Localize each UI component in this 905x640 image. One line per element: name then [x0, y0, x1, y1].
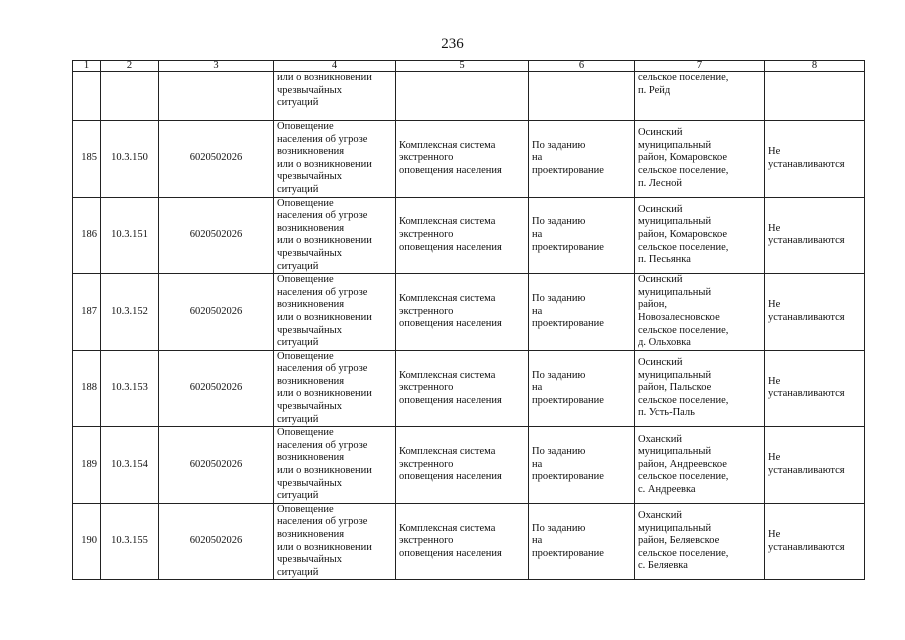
cell-kbk: 6020502026	[159, 121, 274, 198]
table-row	[73, 197, 865, 274]
col-header: 8	[765, 61, 865, 72]
cell-kbk: 6020502026	[159, 274, 274, 351]
table-row	[73, 121, 865, 198]
cell-kbk: 6020502026	[159, 503, 274, 580]
cell-num: 190	[73, 503, 101, 580]
cell-system: Комплексная система экстренного оповещения населения	[396, 121, 529, 198]
cell-kbk: 6020502026	[159, 427, 274, 504]
cell-location: Осинский муниципальный район, Комаровское сельское поселение, п. Лесной	[635, 121, 765, 198]
cell-code: 10.3.152	[101, 274, 159, 351]
cell-basis: По заданию на проектирование	[529, 350, 635, 427]
cell-location: Оханский муниципальный район, Беляевское сельское поселение, с. Беляевка	[635, 503, 765, 580]
cell-system: Комплексная система экстренного оповещения населения	[396, 197, 529, 274]
cell-location: Оханский муниципальный район, Андреевское сельское поселение, с. Андреевка	[635, 427, 765, 504]
cell-requirement: Не устанавливаются	[765, 121, 865, 198]
cell-name: Оповещение населения об угрозе возникновения или о возникновении чрезвычайных ситуаций	[274, 274, 396, 351]
continuation-row	[73, 72, 865, 121]
cell-code: 10.3.153	[101, 350, 159, 427]
col-header: 5	[396, 61, 529, 72]
cell-num: 189	[73, 427, 101, 504]
table-row	[73, 427, 865, 504]
col-header: 2	[101, 61, 159, 72]
cell-code: 10.3.154	[101, 427, 159, 504]
col-header: 6	[529, 61, 635, 72]
cell-code: 10.3.150	[101, 121, 159, 198]
cell-code	[101, 72, 159, 121]
document-table	[72, 60, 865, 580]
cell-kbk: 6020502026	[159, 350, 274, 427]
cell-basis: По заданию на проектирование	[529, 427, 635, 504]
cell-location: сельское поселение, п. Рейд	[635, 72, 765, 121]
cell-location: Осинский муниципальный район, Пальское сельское поселение, п. Усть-Паль	[635, 350, 765, 427]
cell-location: Осинский муниципальный район, Новозалесновское сельское поселение, д. Ольховка	[635, 274, 765, 351]
cell-code: 10.3.151	[101, 197, 159, 274]
cell-name: или о возникновении чрезвычайных ситуаций	[274, 72, 396, 121]
cell-requirement: Не устанавливаются	[765, 274, 865, 351]
cell-system: Комплексная система экстренного оповещения населения	[396, 350, 529, 427]
cell-name: Оповещение населения об угрозе возникновения или о возникновении чрезвычайных ситуаций	[274, 503, 396, 580]
cell-requirement: Не устанавливаются	[765, 503, 865, 580]
cell-num: 188	[73, 350, 101, 427]
cell-requirement: Не устанавливаются	[765, 197, 865, 274]
table-row	[73, 503, 865, 580]
cell-system: Комплексная система экстренного оповещения населения	[396, 427, 529, 504]
cell-basis	[529, 72, 635, 121]
cell-name: Оповещение населения об угрозе возникновения или о возникновении чрезвычайных ситуаций	[274, 427, 396, 504]
cell-name: Оповещение населения об угрозе возникновения или о возникновении чрезвычайных ситуаций	[274, 197, 396, 274]
cell-system	[396, 72, 529, 121]
cell-basis: По заданию на проектирование	[529, 121, 635, 198]
cell-location: Осинский муниципальный район, Комаровское сельское поселение, п. Песьянка	[635, 197, 765, 274]
cell-num: 185	[73, 121, 101, 198]
col-header: 4	[274, 61, 396, 72]
cell-num	[73, 72, 101, 121]
cell-kbk: 6020502026	[159, 197, 274, 274]
column-number-row	[73, 61, 865, 72]
cell-name: Оповещение населения об угрозе возникновения или о возникновении чрезвычайных ситуаций	[274, 350, 396, 427]
col-header: 7	[635, 61, 765, 72]
page-number: 236	[441, 36, 464, 52]
cell-num: 187	[73, 274, 101, 351]
cell-system: Комплексная система экстренного оповещения населения	[396, 503, 529, 580]
cell-kbk	[159, 72, 274, 121]
col-header: 1	[73, 61, 101, 72]
cell-code: 10.3.155	[101, 503, 159, 580]
cell-requirement: Не устанавливаются	[765, 427, 865, 504]
cell-requirement: Не устанавливаются	[765, 350, 865, 427]
cell-system: Комплексная система экстренного оповещения населения	[396, 274, 529, 351]
cell-basis: По заданию на проектирование	[529, 274, 635, 351]
cell-basis: По заданию на проектирование	[529, 503, 635, 580]
cell-requirement	[765, 72, 865, 121]
cell-num: 186	[73, 197, 101, 274]
table-row	[73, 350, 865, 427]
col-header: 3	[159, 61, 274, 72]
cell-basis: По заданию на проектирование	[529, 197, 635, 274]
table-row	[73, 274, 865, 351]
cell-name: Оповещение населения об угрозе возникновения или о возникновении чрезвычайных ситуаций	[274, 121, 396, 198]
